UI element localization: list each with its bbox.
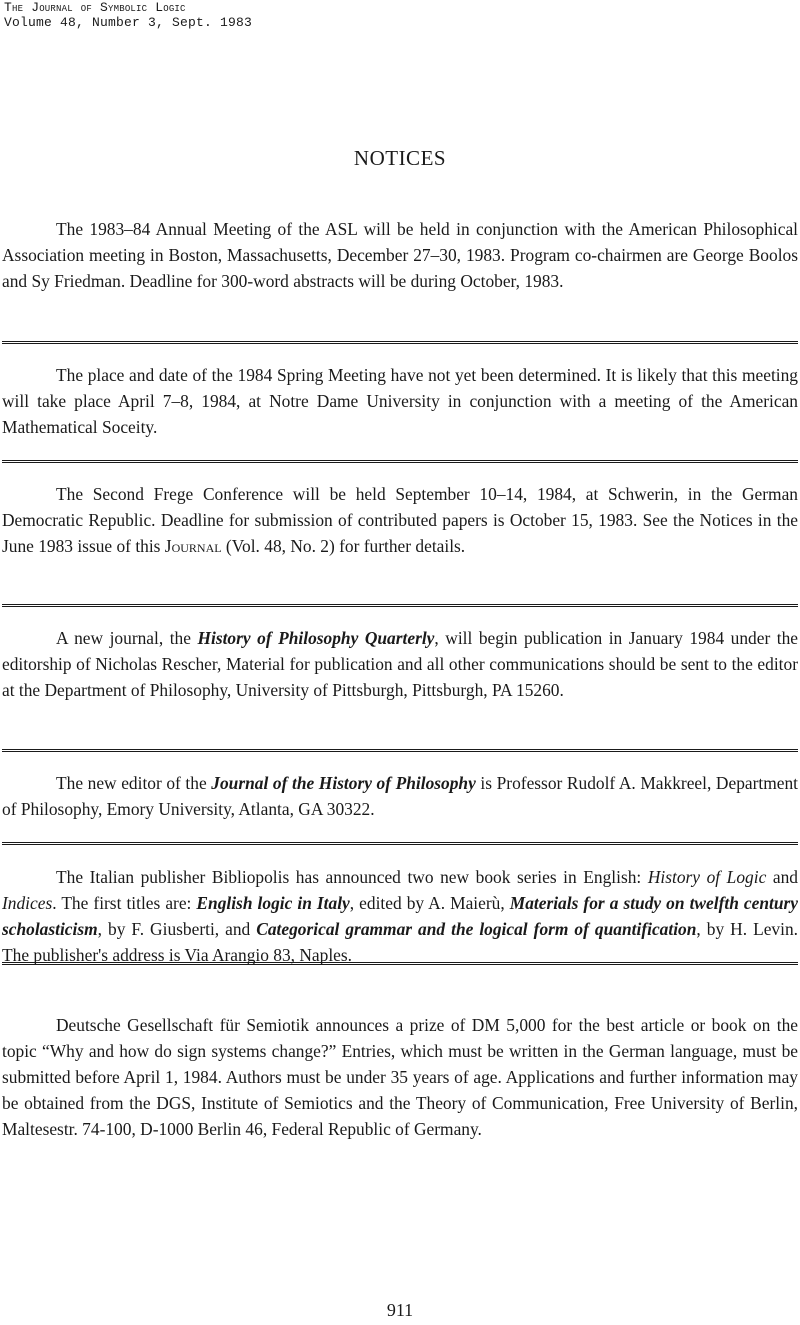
notice-text: The Second Frege Conference will be held September 10–14, 1984, at Schwerin, in the German Democratic Republic. Deadline for submission of contributed papers is October 15, 1983. See the Notices in the June 1983 issue of this — [2, 484, 798, 556]
divider — [2, 604, 798, 607]
notice-bibliopolis — [2, 864, 798, 968]
journal-title: The Journal of Symbolic Logic — [4, 0, 186, 15]
notice-text: and — [766, 867, 798, 887]
notice-semiotics-prize: Deutsche Gesellschaft für Semiotik announces a prize of DM 5,000 for the best article or book on the topic “Why and how do sign systems change?” Entries, which must be written in the German language, must be submitted before April 1, 1984. Authors must be under 35 years of age. Applications and further information may be obtained from the DGS, Institute of Semiotics and the Theory of Communication, Free University of Berlin, Maltesestr. 74-100, D-1000 Berlin 46, Federal Republic of Germany. — [2, 1015, 798, 1139]
notice-frege-conference — [2, 481, 798, 559]
series-title: History of Logic — [647, 867, 767, 887]
journal-word: Journal — [164, 536, 222, 556]
page-title: NOTICES — [353, 146, 447, 170]
notice-text: is Professor Rudolf A. Makkreel, Department of Philosophy, Emory University, Atlanta, GA 30322. — [2, 773, 799, 819]
divider — [2, 749, 798, 752]
page-number: 911 — [386, 1300, 414, 1320]
journal-name: Journal of the History of Philosophy — [211, 773, 476, 793]
running-head — [4, 0, 252, 30]
book-title: English logic in Italy — [196, 893, 350, 913]
book-title: Materials for a study on twelfth century scholasticism — [2, 893, 799, 939]
notice-new-journal — [2, 625, 798, 703]
divider — [2, 842, 798, 845]
notice-text: , will begin publication in January 1984 under the editorship of Nicholas Rescher, Material for publication and all other communications should be sent to the editor at the Department of Philosophy, University of Pittsburgh, Pittsburgh, PA 15260. — [2, 628, 798, 700]
journal-name: History of Philosophy Quarterly — [197, 628, 435, 648]
notice-spring-meeting: The place and date of the 1984 Spring Meeting have not yet been determined. It is likely that this meeting will take place April 7–8, 1984, at Notre Dame University in conjunction with a meeting of the American Mathematical Soceity. — [2, 365, 798, 437]
divider — [2, 460, 798, 463]
notice-text: , by H. Levin. The publisher's address is Via Arangio 83, Naples. — [2, 919, 798, 965]
notice-annual-meeting: The 1983–84 Annual Meeting of the ASL will be held in conjunction with the American Philosophical Association meeting in Boston, Massachusetts, December 27–30, 1983. Program co-chairmen are George Boolos and Sy Friedman. Deadline for 300-word abstracts will be during October, 1983. — [2, 219, 798, 291]
divider — [2, 962, 798, 965]
notice-text: , by F. Giusberti, and — [97, 919, 257, 939]
notice-text: (Vol. 48, No. 2) for further details. — [221, 536, 466, 556]
notice-text: , edited by A. Maierù, — [349, 893, 510, 913]
issue-line: Volume 48, Number 3, Sept. 1983 — [4, 15, 253, 30]
notice-text: The new editor of the — [56, 773, 212, 793]
notice-text: A new journal, the — [56, 628, 198, 648]
series-title: Indices — [2, 893, 53, 913]
notice-text: . The first titles are: — [52, 893, 197, 913]
notice-text: The Italian publisher Bibliopolis has announced two new book series in English: — [56, 867, 648, 887]
book-title: Categorical grammar and the logical form of quantification — [256, 919, 697, 939]
notice-new-editor — [2, 770, 798, 822]
divider — [2, 341, 798, 344]
